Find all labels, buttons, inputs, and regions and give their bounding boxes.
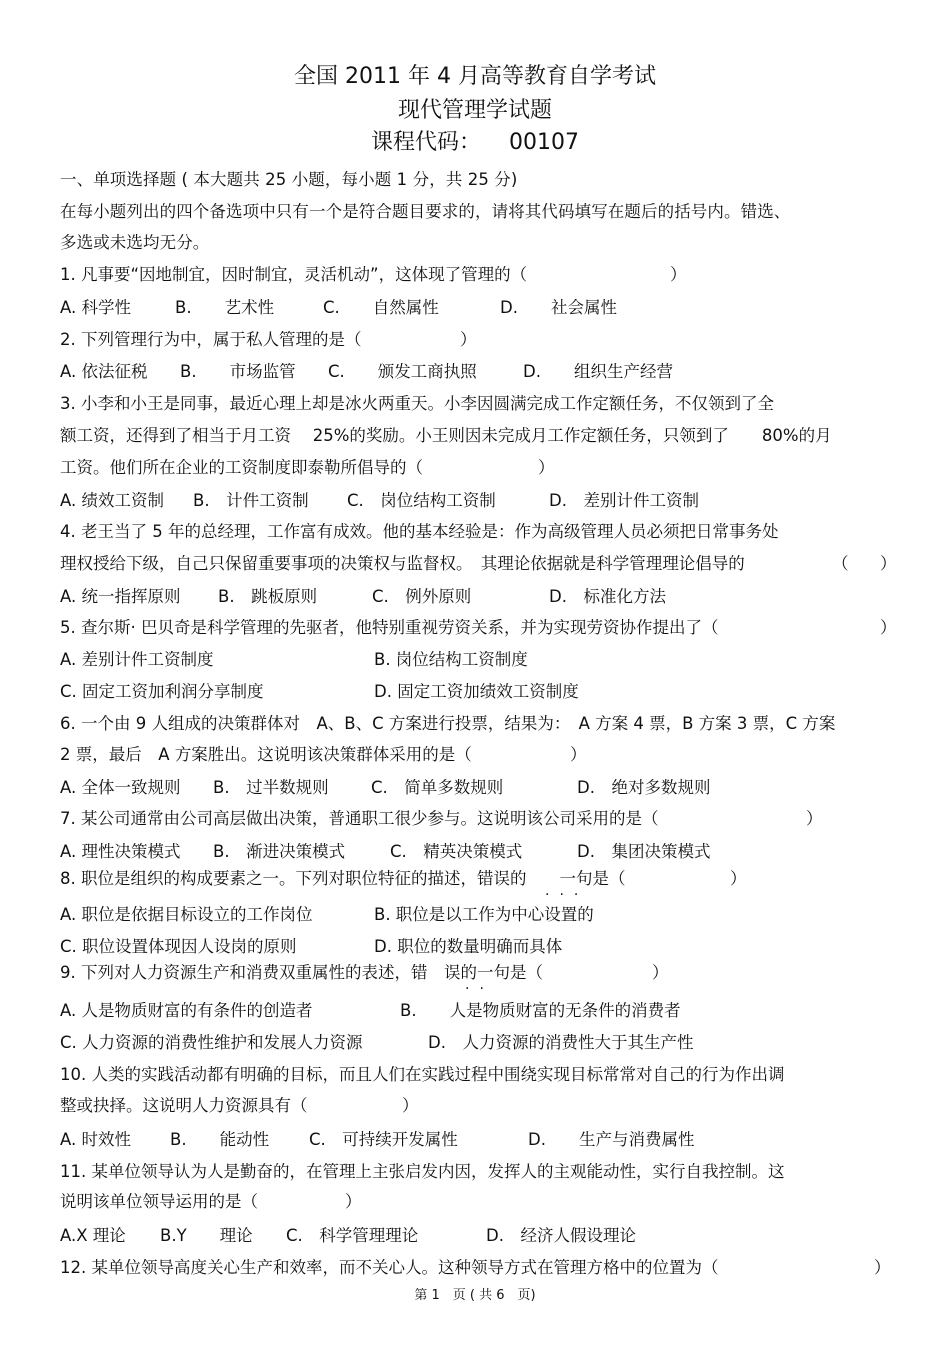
question-11-option-c: C. 科学管理理论 [286, 1226, 419, 1245]
question-1-option-c: C. 自然属性 [323, 298, 439, 317]
question-11-option-d: D. 经济人假设理论 [486, 1226, 636, 1245]
question-6-option-d: D. 绝对多数规则 [577, 778, 711, 797]
question-4-stem-line-1: 4. 老王当了 5 年的总经理，工作富有成效。他的基本经验是：作为高级管理人员必须把日常事务处 [60, 522, 779, 541]
question-11-answer-close: ） [345, 1192, 362, 1211]
question-9-emphasis-dots: ·· [465, 981, 494, 997]
question-7-option-a: A. 理性决策模式 [60, 842, 181, 861]
course-code-value: 00107 [509, 130, 579, 155]
question-10-answer-close: ） [402, 1096, 419, 1115]
question-1-option-d: D. 社会属性 [500, 298, 617, 317]
question-6-stem-line-1: 6. 一个由 9 人组成的决策群体对 A、B、C 方案进行投票，结果为： A 方案 4 票，B 方案 3 票，C 方案 [60, 714, 836, 733]
question-9-option-d: D. 人力资源的消费性大于其生产性 [428, 1033, 694, 1052]
section-heading: 一、单项选择题 ( 本大题共 25 小题，每小题 1 分，共 25 分) [60, 170, 518, 189]
question-2-option-a: A. 依法征税 [60, 362, 148, 381]
question-6-option-b: B. 过半数规则 [213, 778, 329, 797]
section-instructions-1: 在每小题列出的四个备选项中只有一个是符合题目要求的，请将其代码填写在题后的括号内。错选、 [60, 202, 791, 221]
question-8-option-c: C. 职位设置体现因人设岗的原则 [60, 937, 297, 956]
question-1-stem: 1. 凡事要“因地制宜，因时制宜，灵活机动”，这体现了管理的（ [60, 265, 528, 284]
question-2-option-c: C. 颁发工商执照 [328, 362, 477, 381]
question-4-answer-open: （ [832, 554, 849, 573]
question-8-stem: 8. 职位是组织的构成要素之一。下列对职位特征的描述，错误的 一句是（ [60, 869, 626, 888]
question-4-option-b: B. 跳板原则 [218, 587, 318, 606]
question-11-stem-line-1: 11. 某单位领导认为人是勤奋的，在管理上主张启发内因，发挥人的主观能动性，实行自我控制。这 [60, 1162, 785, 1181]
question-3-stem-line-2: 额工资，还得到了相当于月工资 25%的奖励。小王则因未完成月工作定额任务，只领到了 80%的月 [60, 426, 832, 445]
question-4-stem-line-2: 理权授给下级，自己只保留重要事项的决策权与监督权。 其理论依据就是科学管理理论倡导的 [60, 554, 745, 573]
question-3-stem-line-1: 3. 小李和小王是同事，最近心理上却是冰火两重天。小李因圆满完成工作定额任务，不仅领到了全 [60, 394, 774, 413]
question-7-option-b: B. 渐进决策模式 [213, 842, 346, 861]
question-2-option-b: B. 市场监管 [180, 362, 296, 381]
question-7-option-c: C. 精英决策模式 [390, 842, 523, 861]
question-11-option-b: B.Y 理论 [160, 1226, 253, 1245]
question-2-stem: 2. 下列管理行为中，属于私人管理的是（ [60, 330, 362, 349]
question-8-option-d: D. 职位的数量明确而具体 [374, 937, 563, 956]
question-12-stem: 12. 某单位领导高度关心生产和效率，而不关心人。这种领导方式在管理方格中的位置为（ [60, 1258, 719, 1277]
question-4-option-c: C. 例外原则 [372, 587, 472, 606]
question-6-answer-close: ） [570, 745, 587, 764]
question-3-option-b: B. 计件工资制 [193, 491, 309, 510]
question-7-stem: 7. 某公司通常由公司高层做出决策，普通职工很少参与。这说明该公司采用的是（ [60, 809, 659, 828]
question-10-option-c: C. 可持续开发属性 [309, 1130, 458, 1149]
question-3-option-d: D. 差别计件工资制 [549, 491, 699, 510]
page-number-footer: 第 1 页 ( 共 6 页) [414, 1288, 536, 1303]
question-10-option-b: B. 能动性 [170, 1130, 270, 1149]
question-11-stem-line-2: 说明该单位领导运用的是（ [60, 1192, 258, 1211]
question-6-stem-line-2: 2 票，最后 A 方案胜出。这说明该决策群体采用的是（ [60, 745, 472, 764]
question-2-option-d: D. 组织生产经营 [523, 362, 673, 381]
exam-title: 全国 2011 年 4 月高等教育自学考试 [294, 64, 656, 89]
question-9-option-c: C. 人力资源的消费性维护和发展人力资源 [60, 1033, 363, 1052]
section-instructions-2: 多选或未选均无分。 [60, 233, 210, 252]
question-3-option-c: C. 岗位结构工资制 [347, 491, 496, 510]
question-8-option-b: B. 职位是以工作为中心设置的 [374, 905, 594, 924]
question-1-answer-close: ） [670, 265, 687, 284]
question-4-answer-close: ） [880, 554, 897, 573]
question-8-option-a: A. 职位是依据目标设立的工作岗位 [60, 905, 313, 924]
question-4-option-d: D. 标准化方法 [549, 587, 666, 606]
question-5-option-a: A. 差别计件工资制度 [60, 650, 214, 669]
question-9-answer-close: ） [652, 963, 669, 982]
question-3-option-a: A. 绩效工资制 [60, 491, 164, 510]
question-9-option-b: B. 人是物质财富的无条件的消费者 [400, 1001, 681, 1020]
question-2-answer-close: ） [460, 330, 477, 349]
exam-subject: 现代管理学试题 [397, 98, 552, 123]
question-1-option-a: A. 科学性 [60, 298, 131, 317]
question-9-stem: 9. 下列对人力资源生产和消费双重属性的表述，错 误的一句是（ [60, 963, 543, 982]
question-8-emphasis-dots: ··· [545, 887, 589, 903]
question-7-answer-close: ） [806, 809, 823, 828]
question-8-answer-close: ） [730, 869, 747, 888]
question-12-answer-close: ） [874, 1258, 891, 1277]
question-10-stem-line-1: 10. 人类的实践活动都有明确的目标，而且人们在实践过程中围绕实现目标常常对自己的行为作出调 [60, 1065, 785, 1084]
question-6-option-a: A. 全体一致规则 [60, 778, 181, 797]
course-code-label: 课程代码： [370, 130, 481, 155]
question-5-stem: 5. 查尔斯· 巴贝奇是科学管理的先驱者，他特别重视劳资关系，并为实现劳资协作提出了（ [60, 618, 719, 637]
question-4-option-a: A. 统一指挥原则 [60, 587, 181, 606]
course-code [0, 128, 950, 158]
question-5-option-c: C. 固定工资加利润分享制度 [60, 682, 264, 701]
question-10-option-a: A. 时效性 [60, 1130, 131, 1149]
question-5-option-d: D. 固定工资加绩效工资制度 [374, 682, 579, 701]
question-3-answer-close: ） [538, 458, 555, 477]
question-3-stem-line-3: 工资。他们所在企业的工资制度即泰勒所倡导的（ [60, 458, 423, 477]
question-5-option-b: B. 岗位结构工资制度 [374, 650, 528, 669]
question-10-stem-line-2: 整或抉择。这说明人力资源具有（ [60, 1096, 308, 1115]
question-11-option-a: A.X 理论 [60, 1226, 126, 1245]
question-9-option-a: A. 人是物质财富的有条件的创造者 [60, 1001, 313, 1020]
question-5-answer-close: ） [880, 618, 897, 637]
question-10-option-d: D. 生产与消费属性 [528, 1130, 695, 1149]
question-7-option-d: D. 集团决策模式 [577, 842, 711, 861]
question-1-option-b: B. 艺术性 [175, 298, 275, 317]
question-6-option-c: C. 简单多数规则 [371, 778, 504, 797]
